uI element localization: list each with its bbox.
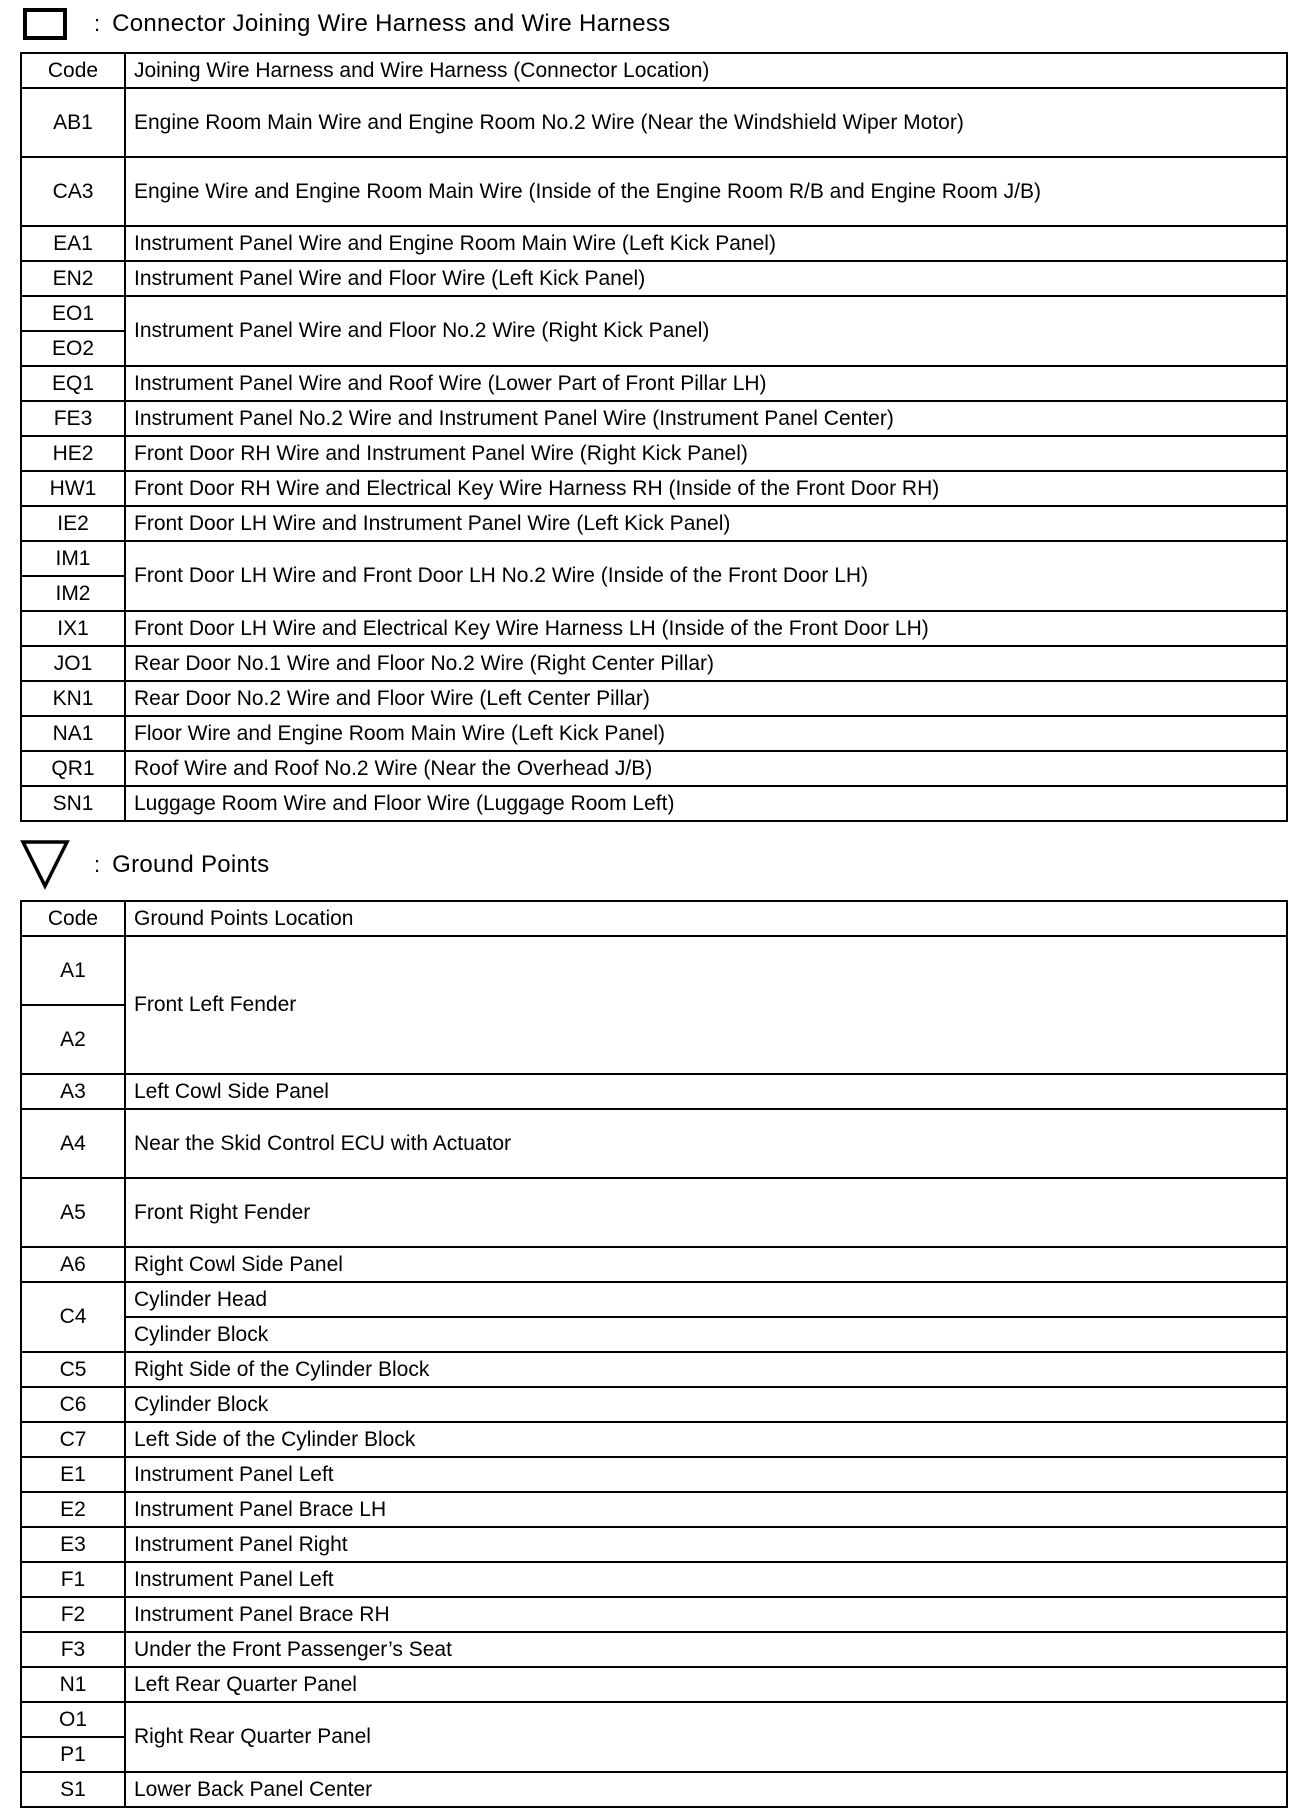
ground-code: A6: [21, 1247, 125, 1282]
ground-code: A4: [21, 1109, 125, 1178]
connector-row: [21, 541, 1287, 576]
ground-code: F3: [21, 1632, 125, 1667]
ground-colon: :: [94, 852, 101, 877]
ground-row: [21, 1597, 1287, 1632]
ground-row: [21, 1247, 1287, 1282]
ground-row: [21, 1109, 1287, 1178]
connector-colon: :: [94, 11, 101, 36]
connector-row: [21, 506, 1287, 541]
connector-location: Instrument Panel Wire and Floor No.2 Wire (Right Kick Panel): [125, 296, 1287, 366]
connector-code: NA1: [21, 716, 125, 751]
ground-row: [21, 1632, 1287, 1667]
ground-section-title: Ground Points: [112, 851, 270, 878]
connector-location: Roof Wire and Roof No.2 Wire (Near the Overhead J/B): [125, 751, 1287, 786]
connector-location: Engine Room Main Wire and Engine Room No.2 Wire (Near the Windshield Wiper Motor): [125, 88, 1287, 157]
connector-code: HE2: [21, 436, 125, 471]
connector-header-row: [21, 53, 1287, 88]
ground-code: A5: [21, 1178, 125, 1247]
connector-location: Instrument Panel Wire and Floor Wire (Left Kick Panel): [125, 261, 1287, 296]
ground-location: Instrument Panel Right: [125, 1527, 1287, 1562]
ground-row: [21, 1317, 1287, 1352]
ground-code: C7: [21, 1422, 125, 1457]
ground-code: P1: [21, 1737, 125, 1772]
ground-row: [21, 1667, 1287, 1702]
ground-location: Lower Back Panel Center: [125, 1772, 1287, 1807]
ground-row: [21, 1387, 1287, 1422]
ground-location: Instrument Panel Brace RH: [125, 1597, 1287, 1632]
ground-row: [21, 1562, 1287, 1597]
ground-location: Left Side of the Cylinder Block: [125, 1422, 1287, 1457]
ground-code: S1: [21, 1772, 125, 1807]
connector-row: [21, 751, 1287, 786]
connector-code: EO2: [21, 331, 125, 366]
connector-header-desc: Joining Wire Harness and Wire Harness (Connector Location): [125, 53, 1287, 88]
connector-code: EO1: [21, 296, 125, 331]
ground-table: [20, 900, 1288, 1808]
connector-location: Front Door RH Wire and Electrical Key Wire Harness RH (Inside of the Front Door RH): [125, 471, 1287, 506]
connector-row: [21, 296, 1287, 331]
ground-header-desc: Ground Points Location: [125, 901, 1287, 936]
ground-location: Right Cowl Side Panel: [125, 1247, 1287, 1282]
connector-code: KN1: [21, 681, 125, 716]
connector-location: Front Door LH Wire and Front Door LH No.2 Wire (Inside of the Front Door LH): [125, 541, 1287, 611]
connector-location: Front Door LH Wire and Instrument Panel Wire (Left Kick Panel): [125, 506, 1287, 541]
ground-location: Instrument Panel Brace LH: [125, 1492, 1287, 1527]
ground-location: Instrument Panel Left: [125, 1562, 1287, 1597]
connector-code: QR1: [21, 751, 125, 786]
connector-row: [21, 436, 1287, 471]
connector-section-heading: [20, 4, 670, 44]
ground-row: [21, 1178, 1287, 1247]
connector-location: Instrument Panel Wire and Engine Room Main Wire (Left Kick Panel): [125, 226, 1287, 261]
ground-code: O1: [21, 1702, 125, 1737]
ground-triangle-icon: [20, 845, 70, 885]
ground-code: N1: [21, 1667, 125, 1702]
ground-location: Left Cowl Side Panel: [125, 1074, 1287, 1109]
connector-code: AB1: [21, 88, 125, 157]
ground-location: Under the Front Passenger’s Seat: [125, 1632, 1287, 1667]
connector-code: EN2: [21, 261, 125, 296]
ground-location: Left Rear Quarter Panel: [125, 1667, 1287, 1702]
connector-row: [21, 786, 1287, 821]
connector-row: [21, 261, 1287, 296]
connector-location: Front Door LH Wire and Electrical Key Wire Harness LH (Inside of the Front Door LH): [125, 611, 1287, 646]
ground-code: C4: [21, 1282, 125, 1352]
ground-location: Right Rear Quarter Panel: [125, 1702, 1287, 1772]
ground-code: F2: [21, 1597, 125, 1632]
connector-code: CA3: [21, 157, 125, 226]
ground-header-code: Code: [21, 901, 125, 936]
connector-table: [20, 52, 1288, 822]
ground-row: [21, 1492, 1287, 1527]
connector-code: SN1: [21, 786, 125, 821]
connector-location: Instrument Panel No.2 Wire and Instrument Panel Wire (Instrument Panel Center): [125, 401, 1287, 436]
ground-code: E2: [21, 1492, 125, 1527]
ground-code: F1: [21, 1562, 125, 1597]
ground-code: A2: [21, 1005, 125, 1074]
ground-location: Near the Skid Control ECU with Actuator: [125, 1109, 1287, 1178]
connector-row: [21, 681, 1287, 716]
ground-row: [21, 1352, 1287, 1387]
connector-row: [21, 366, 1287, 401]
square-symbol-icon: [20, 4, 70, 44]
ground-code: A3: [21, 1074, 125, 1109]
ground-code: A1: [21, 936, 125, 1005]
connector-header-code: Code: [21, 53, 125, 88]
connector-row: [21, 716, 1287, 751]
connector-code: IX1: [21, 611, 125, 646]
connector-code: IM2: [21, 576, 125, 611]
ground-location: Instrument Panel Left: [125, 1457, 1287, 1492]
ground-header-row: [21, 901, 1287, 936]
connector-row: [21, 611, 1287, 646]
connector-location: Engine Wire and Engine Room Main Wire (Inside of the Engine Room R/B and Engine Room J/B): [125, 157, 1287, 226]
connector-section-title: Connector Joining Wire Harness and Wire Harness: [112, 10, 671, 37]
ground-code: C5: [21, 1352, 125, 1387]
ground-location: Front Left Fender: [125, 936, 1287, 1074]
connector-code: HW1: [21, 471, 125, 506]
connector-code: EQ1: [21, 366, 125, 401]
ground-row: [21, 1074, 1287, 1109]
ground-location: Cylinder Block: [125, 1387, 1287, 1422]
connector-code: IM1: [21, 541, 125, 576]
ground-row: [21, 1772, 1287, 1807]
ground-location: Cylinder Head: [125, 1282, 1287, 1317]
connector-location: Rear Door No.1 Wire and Floor No.2 Wire (Right Center Pillar): [125, 646, 1287, 681]
ground-location: Front Right Fender: [125, 1178, 1287, 1247]
connector-row: [21, 157, 1287, 226]
ground-row: [21, 1457, 1287, 1492]
ground-row: [21, 1527, 1287, 1562]
connector-row: [21, 471, 1287, 506]
ground-location: Cylinder Block: [125, 1317, 1287, 1352]
connector-code: JO1: [21, 646, 125, 681]
connector-row: [21, 646, 1287, 681]
connector-row: [21, 226, 1287, 261]
connector-location: Instrument Panel Wire and Roof Wire (Lower Part of Front Pillar LH): [125, 366, 1287, 401]
ground-code: C6: [21, 1387, 125, 1422]
connector-row: [21, 401, 1287, 436]
connector-location: Floor Wire and Engine Room Main Wire (Left Kick Panel): [125, 716, 1287, 751]
connector-code: EA1: [21, 226, 125, 261]
ground-location: Right Side of the Cylinder Block: [125, 1352, 1287, 1387]
connector-location: Luggage Room Wire and Floor Wire (Luggage Room Left): [125, 786, 1287, 821]
connector-row: [21, 88, 1287, 157]
ground-code: E1: [21, 1457, 125, 1492]
ground-row: [21, 1422, 1287, 1457]
ground-code: E3: [21, 1527, 125, 1562]
ground-row: [21, 1282, 1287, 1317]
connector-code: FE3: [21, 401, 125, 436]
connector-location: Rear Door No.2 Wire and Floor Wire (Left Center Pillar): [125, 681, 1287, 716]
connector-code: IE2: [21, 506, 125, 541]
ground-section-heading: [20, 845, 269, 885]
ground-row: [21, 936, 1287, 1005]
ground-row: [21, 1702, 1287, 1737]
connector-location: Front Door RH Wire and Instrument Panel Wire (Right Kick Panel): [125, 436, 1287, 471]
